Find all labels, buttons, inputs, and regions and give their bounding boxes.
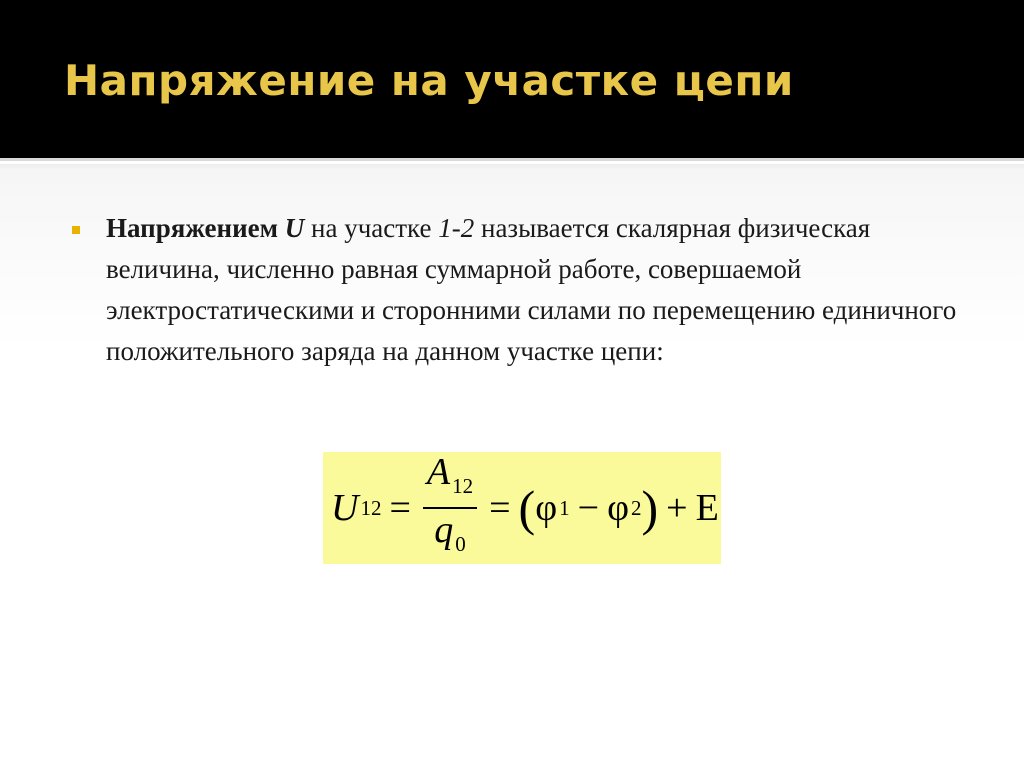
formula-denominator [430,509,470,565]
definition-pre-segment: на участке [311,213,432,243]
formula-fraction [423,451,477,565]
formula-plus: + [666,487,688,529]
voltage-symbol: U [284,213,305,243]
voltage-formula [331,451,719,556]
formula-phi1-sub: 1 [559,495,570,520]
formula-eq2: = [489,487,511,529]
formula-numerator [423,451,477,507]
definition-paragraph [106,208,966,372]
formula-phi2: φ [607,487,630,529]
formula-phi2-sub: 2 [631,495,642,520]
segment-label: 1-2 [438,213,475,243]
definition-term: Напряжением [106,213,279,243]
formula-box [323,452,721,564]
definition-text: называется скалярная физическая величина, численно равная суммарной работе, совершаемой электростатическими и сторонними силами по перемещению единичного положительного заряда на данном участке цепи: [106,213,957,366]
formula-eq1: = [389,487,411,529]
slide-title: Напряжение на участке цепи [64,56,794,105]
title-divider [0,158,1024,170]
formula-emf: E [695,487,719,529]
formula-lhs-var: U [331,487,359,529]
formula-phi1: φ [535,487,558,529]
formula-minus: − [577,487,600,529]
bullet-marker [72,226,80,234]
title-bar [0,0,1024,158]
formula-den-var: q [434,509,454,551]
formula-num-sub: 12 [452,474,474,498]
formula-lhs-sub: 12 [360,495,382,520]
formula-lparen: ( [518,480,536,536]
formula-rparen: ) [641,480,659,536]
formula-num-var: A [426,451,451,493]
formula-den-sub: 0 [455,532,466,556]
